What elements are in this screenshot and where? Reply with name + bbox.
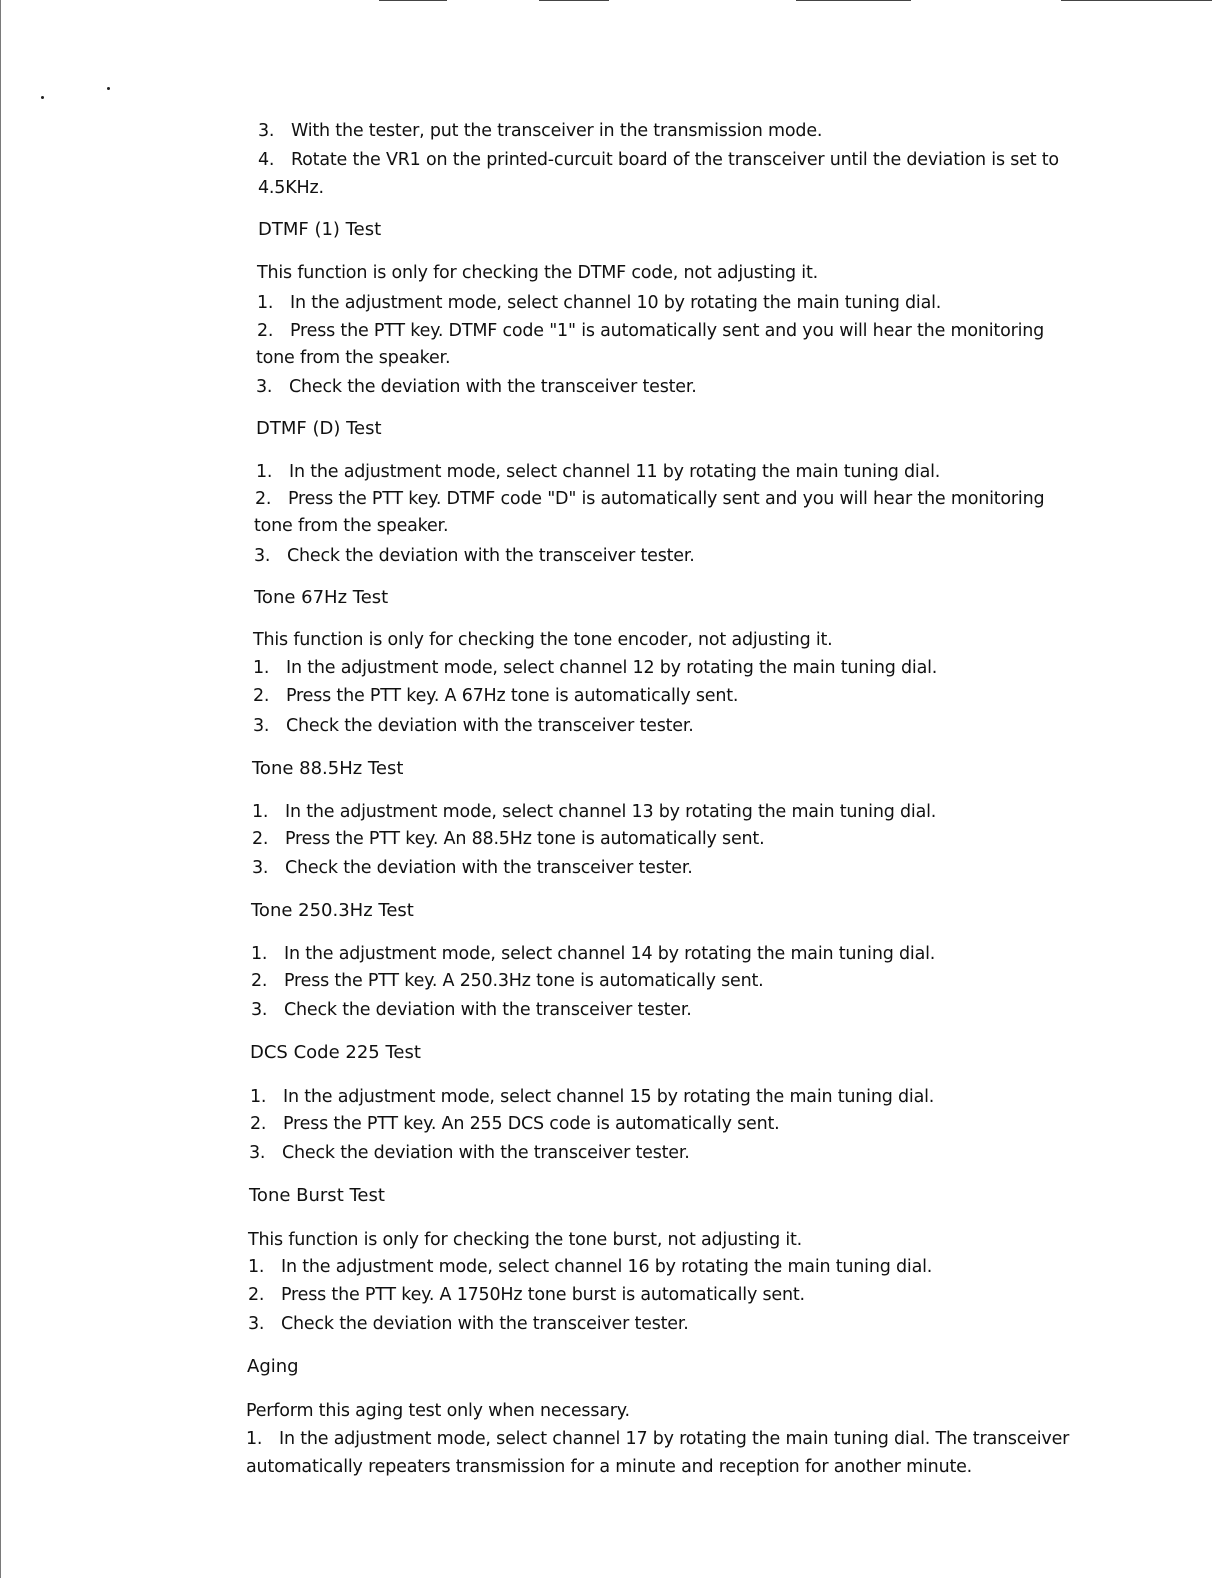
list-continuation: tone from the speaker. (254, 516, 449, 536)
list-item: 1. In the adjustment mode, select channel 16 by rotating the main tuning dial. (248, 1257, 933, 1277)
list-item: 2. Press the PTT key. An 88.5Hz tone is automatically sent. (252, 829, 765, 849)
list-item: 3. Check the deviation with the transceiver tester. (253, 716, 694, 736)
list-continuation: tone from the speaker. (256, 348, 451, 368)
list-item: 3. Check the deviation with the transceiver tester. (254, 546, 695, 566)
top-edge-mark (379, 0, 447, 1)
paragraph: This function is only for checking the tone encoder, not adjusting it. (253, 630, 833, 650)
section-heading: Tone 250.3Hz Test (251, 900, 414, 921)
list-continuation: automatically repeaters transmission for a minute and reception for another minute. (246, 1457, 973, 1477)
list-item: 1. In the adjustment mode, select channel 14 by rotating the main tuning dial. (251, 944, 936, 964)
paragraph: This function is only for checking the DTMF code, not adjusting it. (257, 263, 818, 283)
list-item: 2. Press the PTT key. An 255 DCS code is automatically sent. (250, 1114, 780, 1134)
section-heading: DTMF (1) Test (258, 219, 382, 240)
list-item: 1. In the adjustment mode, select channel 15 by rotating the main tuning dial. (250, 1087, 935, 1107)
section-heading: DTMF (D) Test (256, 418, 382, 439)
section-heading: Tone 67Hz Test (254, 587, 389, 608)
section-heading: Tone Burst Test (249, 1185, 385, 1206)
list-item: 2. Press the PTT key. DTMF code "D" is automatically sent and you will hear the monitoring (255, 489, 1045, 509)
top-edge-mark (539, 0, 609, 1)
paragraph: Perform this aging test only when necessary. (246, 1401, 630, 1421)
list-item: 2. Press the PTT key. A 250.3Hz tone is automatically sent. (251, 971, 764, 991)
list-item: 1. In the adjustment mode, select channel 12 by rotating the main tuning dial. (253, 658, 938, 678)
list-item: 3. Check the deviation with the transceiver tester. (249, 1143, 690, 1163)
section-heading: DCS Code 225 Test (250, 1042, 421, 1063)
list-item: 4. Rotate the VR1 on the printed-curcuit board of the transceiver until the deviation is set to (258, 150, 1059, 170)
list-item: 2. Press the PTT key. DTMF code "1" is automatically sent and you will hear the monitoring (257, 321, 1045, 341)
top-edge-mark (1061, 0, 1212, 1)
list-item: 3. Check the deviation with the transceiver tester. (256, 377, 697, 397)
list-item: 1. In the adjustment mode, select channel 10 by rotating the main tuning dial. (257, 293, 942, 313)
scan-speck (41, 96, 44, 99)
scan-speck (107, 87, 110, 90)
section-heading: Tone 88.5Hz Test (252, 758, 404, 779)
list-item: 3. Check the deviation with the transceiver tester. (251, 1000, 692, 1020)
list-item: 2. Press the PTT key. A 1750Hz tone burst is automatically sent. (248, 1285, 805, 1305)
top-edge-mark (796, 0, 911, 1)
paragraph: This function is only for checking the tone burst, not adjusting it. (248, 1230, 803, 1250)
list-item: 1. In the adjustment mode, select channel 17 by rotating the main tuning dial. The transceiver (246, 1429, 1070, 1449)
list-item: 3. With the tester, put the transceiver in the transmission mode. (258, 121, 823, 141)
list-item: 1. In the adjustment mode, select channel 13 by rotating the main tuning dial. (252, 802, 937, 822)
list-item: 3. Check the deviation with the transceiver tester. (252, 858, 693, 878)
list-item: 1. In the adjustment mode, select channel 11 by rotating the main tuning dial. (256, 462, 941, 482)
list-continuation: 4.5KHz. (258, 178, 324, 198)
section-heading: Aging (247, 1356, 299, 1377)
list-item: 3. Check the deviation with the transceiver tester. (248, 1314, 689, 1334)
list-item: 2. Press the PTT key. A 67Hz tone is automatically sent. (253, 686, 739, 706)
